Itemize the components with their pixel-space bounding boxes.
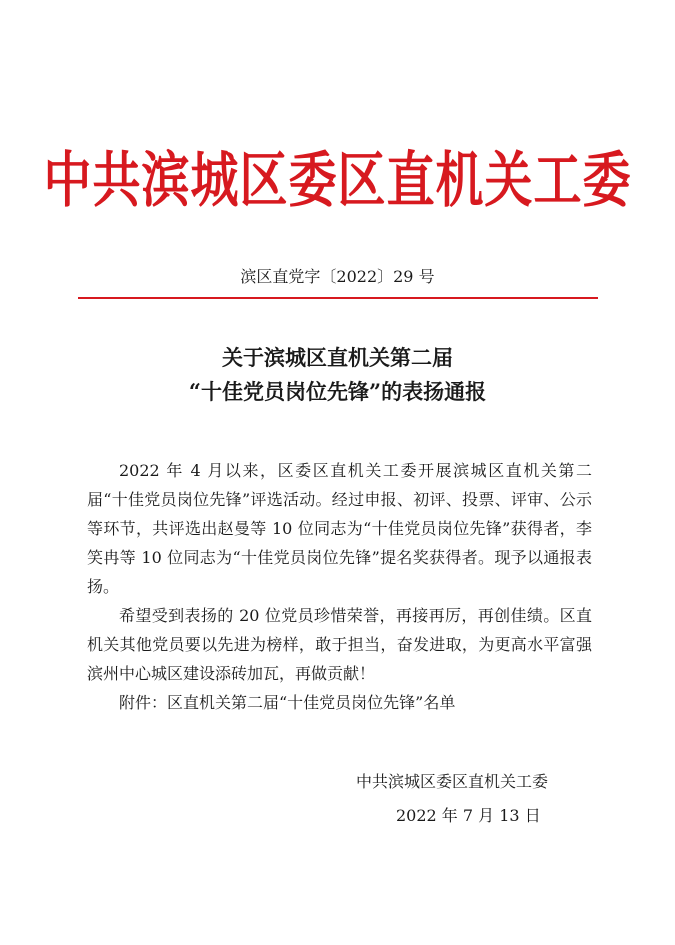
body-paragraph-1: 2022 年 4 月以来，区委区直机关工委开展滨城区直机关第二届“十佳党员岗位先锋”评选活动。经过申报、初评、投票、评审、公示等环节，共评选出赵曼等 10 位同志为“十佳党员岗位先锋”获得者，李笑冉等 10 位同志为“十佳党员岗位先锋”提名奖获得者。现予以通报表扬。 xyxy=(87,461,592,596)
body-paragraph-2: 希望受到表扬的 20 位党员珍惜荣誉，再接再厉，再创佳绩。区直机关其他党员要以先进为榜样，敢于担当，奋发进取，为更高水平富强滨州中心城区建设添砖加瓦，再做贡献！ xyxy=(87,606,592,683)
signature-date: 2022 年 7 月 13 日 xyxy=(396,806,541,825)
notice-title-line-2: “十佳党员岗位先锋”的表扬通报 xyxy=(188,379,487,404)
notice-title-line-1: 关于滨城区直机关第二届 xyxy=(222,345,453,370)
notice-body xyxy=(87,456,592,717)
attachment-line: 附件：区直机关第二届“十佳党员岗位先锋”名单 xyxy=(119,693,456,712)
document-number: 滨区直党字〔2022〕29 号 xyxy=(240,267,435,286)
notice-title xyxy=(0,341,675,409)
signature-organization: 中共滨城区委区直机关工委 xyxy=(356,772,549,791)
letterhead-title: 中共滨城区委区直机关工委 xyxy=(43,146,632,216)
red-divider-line xyxy=(78,297,598,299)
